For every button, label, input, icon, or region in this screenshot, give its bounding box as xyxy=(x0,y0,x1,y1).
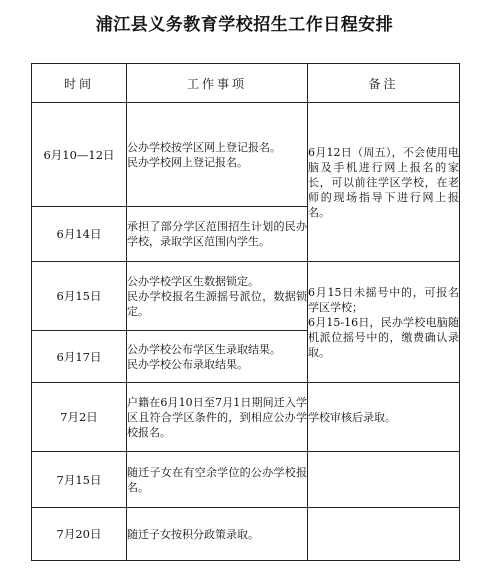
row-note xyxy=(308,383,460,452)
row-note xyxy=(308,103,460,262)
table-row xyxy=(32,103,460,207)
task-line: 户籍在6月10日至7月1日期间迁入学区且符合学区条件的，到相应公办学校报名。 xyxy=(127,395,307,439)
header-task: 工作事项 xyxy=(127,64,308,103)
header-row xyxy=(32,64,460,103)
row-task xyxy=(127,262,308,331)
row-note-empty xyxy=(308,508,460,561)
schedule-table xyxy=(31,63,460,561)
row-time: 6月14日 xyxy=(32,207,127,262)
note-line: 6月15-16日，民办学校电脑随机派位摇号中的，缴费确认录取。 xyxy=(308,315,459,359)
task-line: 随迁子女在有空余学位的公办学校报名。 xyxy=(127,465,307,494)
task-line: 公办学校公布学区生录取结果。 xyxy=(127,342,281,356)
task-line: 承担了部分学区范围招生计划的民办学校，录取学区范围内学生。 xyxy=(127,220,307,248)
table-row xyxy=(32,452,460,508)
row-time: 7月2日 xyxy=(32,383,127,452)
row-task xyxy=(127,508,308,561)
task-line: 民办学校网上登记报名。 xyxy=(127,155,248,169)
row-time: 6月10—12日 xyxy=(32,103,127,207)
task-line: 民办学校公布录取结果。 xyxy=(127,357,248,371)
note-line: 6月15日未摇号中的，可报名学区学校； xyxy=(308,285,459,314)
row-note-empty xyxy=(308,452,460,508)
note-line: 学校审核后录取。 xyxy=(308,410,396,424)
row-note xyxy=(308,262,460,383)
row-task xyxy=(127,207,308,262)
task-line: 民办学校报名生源摇号派位，数据锁定。 xyxy=(127,289,307,318)
header-time: 时间 xyxy=(32,64,127,103)
row-task xyxy=(127,103,308,207)
task-line: 公办学校学区生数据锁定。 xyxy=(127,274,259,288)
note-line: 6月12日（周五），不会使用电脑及手机进行网上报名的家长，可以前往学区学校，在老师的现场指导下进行网上报名。 xyxy=(308,145,459,219)
table-row xyxy=(32,262,460,331)
row-task xyxy=(127,383,308,452)
row-task xyxy=(127,331,308,383)
table-row xyxy=(32,508,460,561)
row-time: 6月15日 xyxy=(32,262,127,331)
page-title: 浦江县义务教育学校招生工作日程安排 xyxy=(95,15,394,35)
task-line: 公办学校按学区网上登记报名。 xyxy=(127,140,281,154)
row-time: 7月15日 xyxy=(32,452,127,508)
header-note: 备注 xyxy=(308,64,460,103)
row-time: 7月20日 xyxy=(32,508,127,561)
row-task xyxy=(127,452,308,508)
task-line: 随迁子女按积分政策录取。 xyxy=(127,527,259,541)
table-row xyxy=(32,383,460,452)
row-time: 6月17日 xyxy=(32,331,127,383)
